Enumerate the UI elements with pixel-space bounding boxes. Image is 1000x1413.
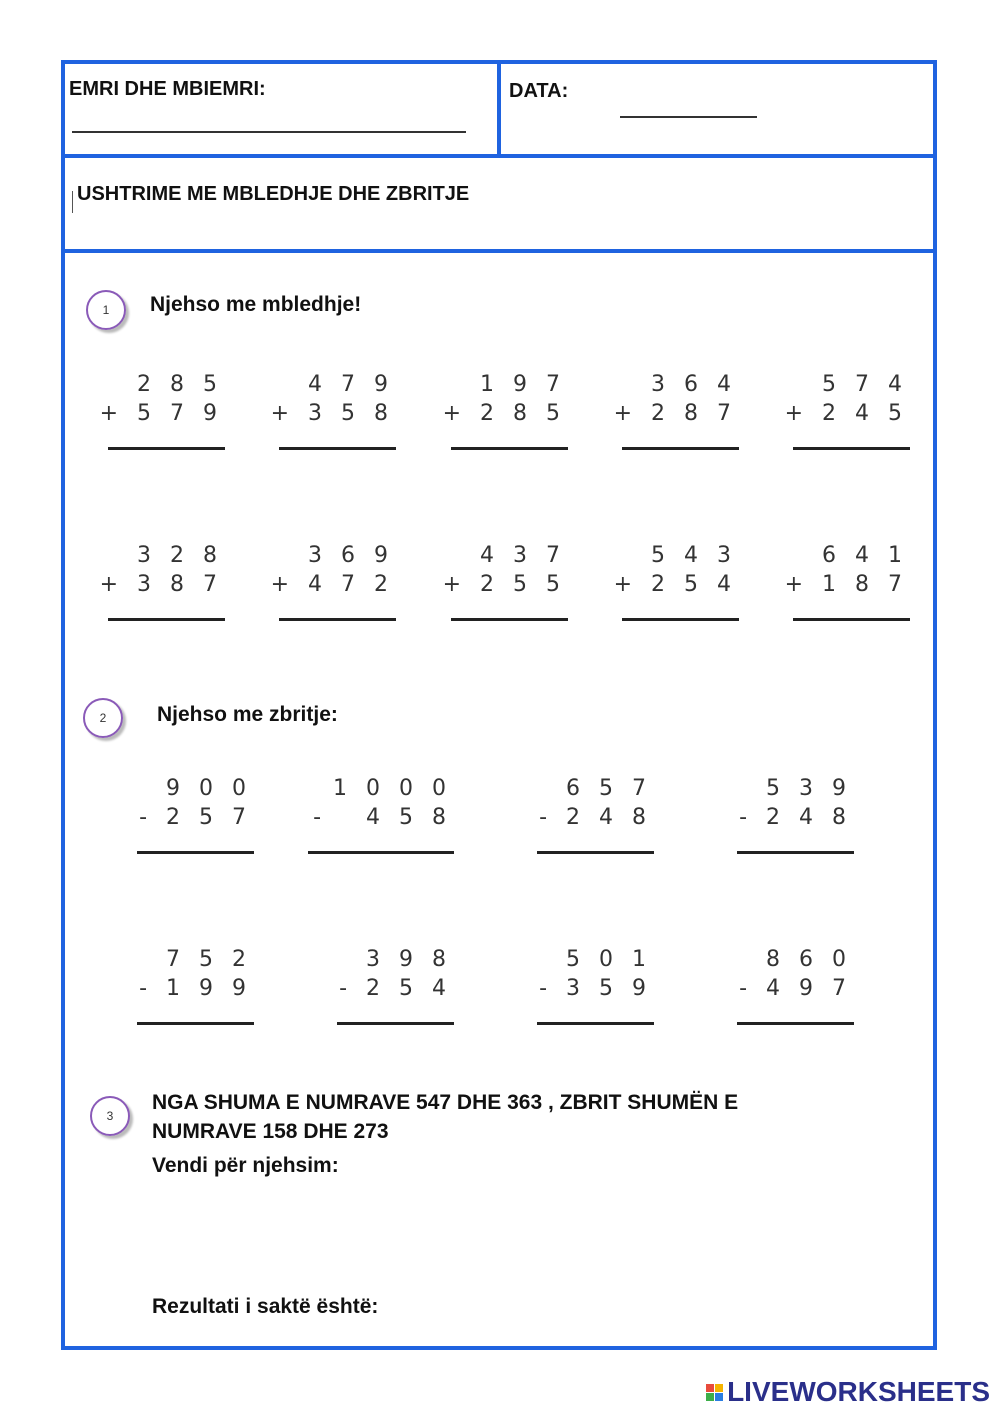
subtraction-bottom-number: - 2 5 7 bbox=[139, 805, 252, 830]
addition-answer-line[interactable] bbox=[451, 618, 568, 621]
addition-answer-line[interactable] bbox=[793, 618, 910, 621]
subtraction-top-number: 8 6 0 bbox=[766, 947, 852, 972]
subtraction-top-number: 5 0 1 bbox=[566, 947, 652, 972]
subtraction-answer-line[interactable] bbox=[137, 851, 254, 854]
addition-top-number: 4 3 7 bbox=[480, 543, 566, 568]
addition-top-number: 5 7 4 bbox=[822, 372, 908, 397]
subtraction-answer-line[interactable] bbox=[737, 851, 854, 854]
subtraction-bottom-number: - 3 5 9 bbox=[539, 976, 652, 1001]
addition-answer-line[interactable] bbox=[108, 447, 225, 450]
addition-top-number: 3 6 4 bbox=[651, 372, 737, 397]
subtraction-problem bbox=[537, 947, 654, 1037]
subtraction-answer-line[interactable] bbox=[737, 1022, 854, 1025]
addition-problem bbox=[442, 372, 568, 462]
addition-top-number: 3 2 8 bbox=[137, 543, 223, 568]
addition-answer-line[interactable] bbox=[279, 447, 396, 450]
addition-problem bbox=[270, 543, 396, 633]
addition-bottom-number: + 3 5 8 bbox=[270, 401, 394, 426]
subtraction-bottom-number: - 2 4 8 bbox=[539, 805, 652, 830]
addition-answer-line[interactable] bbox=[622, 447, 739, 450]
liveworksheets-logo bbox=[706, 1376, 990, 1408]
subtraction-bottom-number: - 2 5 4 bbox=[339, 976, 452, 1001]
addition-answer-line[interactable] bbox=[451, 447, 568, 450]
addition-answer-line[interactable] bbox=[279, 618, 396, 621]
subtraction-bottom-number: - 2 4 8 bbox=[739, 805, 852, 830]
subtraction-problem bbox=[308, 776, 454, 866]
addition-bottom-number: + 2 5 4 bbox=[613, 572, 737, 597]
subtraction-answer-line[interactable] bbox=[537, 1022, 654, 1025]
addition-top-number: 3 6 9 bbox=[308, 543, 394, 568]
subtraction-bottom-number: - 4 5 8 bbox=[313, 805, 452, 830]
addition-bottom-number: + 4 7 2 bbox=[270, 572, 394, 597]
addition-problem bbox=[784, 372, 910, 462]
work-area-label: Vendi për njehsim: bbox=[152, 1154, 339, 1177]
addition-answer-line[interactable] bbox=[108, 618, 225, 621]
addition-bottom-number: + 1 8 7 bbox=[784, 572, 908, 597]
subtraction-problem bbox=[737, 947, 854, 1037]
subtraction-problem bbox=[337, 947, 454, 1037]
name-label: EMRI DHE MBIEMRI: bbox=[69, 78, 266, 100]
subtraction-problem bbox=[737, 776, 854, 866]
title-cursor bbox=[72, 191, 73, 213]
subtraction-answer-line[interactable] bbox=[537, 851, 654, 854]
section-1-number: 1 bbox=[86, 290, 126, 330]
header-vertical-divider bbox=[497, 60, 501, 156]
addition-bottom-number: + 5 7 9 bbox=[99, 401, 223, 426]
subtraction-answer-line[interactable] bbox=[137, 1022, 254, 1025]
addition-top-number: 2 8 5 bbox=[137, 372, 223, 397]
addition-problem bbox=[99, 543, 225, 633]
subtraction-bottom-number: - 4 9 7 bbox=[739, 976, 852, 1001]
addition-problem bbox=[99, 372, 225, 462]
subtraction-answer-line[interactable] bbox=[308, 851, 454, 854]
subtraction-top-number: 9 0 0 bbox=[166, 776, 252, 801]
logo-icon bbox=[706, 1384, 723, 1401]
worksheet-title: USHTRIME ME MBLEDHJE DHE ZBRITJE bbox=[77, 183, 470, 205]
date-input-line[interactable] bbox=[620, 116, 757, 118]
addition-bottom-number: + 2 8 7 bbox=[613, 401, 737, 426]
result-label: Rezultati i saktë është: bbox=[152, 1295, 379, 1318]
section-3-task-line-1: NGA SHUMA E NUMRAVE 547 DHE 363 , ZBRIT SHUMËN E bbox=[152, 1091, 739, 1114]
subtraction-top-number: 6 5 7 bbox=[566, 776, 652, 801]
addition-problem bbox=[784, 543, 910, 633]
subtraction-top-number: 3 9 8 bbox=[366, 947, 452, 972]
section-3-number: 3 bbox=[90, 1096, 130, 1136]
addition-bottom-number: + 2 4 5 bbox=[784, 401, 908, 426]
section-2-title: Njehso me zbritje: bbox=[157, 703, 338, 726]
section-3-task-line-2: NUMRAVE 158 DHE 273 bbox=[152, 1120, 389, 1143]
subtraction-problem bbox=[537, 776, 654, 866]
section-1-title: Njehso me mbledhje! bbox=[150, 293, 362, 316]
addition-problem bbox=[270, 372, 396, 462]
addition-problem bbox=[613, 372, 739, 462]
addition-problem bbox=[442, 543, 568, 633]
addition-top-number: 1 9 7 bbox=[480, 372, 566, 397]
header-divider-2 bbox=[61, 249, 937, 253]
logo-text: LIVEWORKSHEETS bbox=[727, 1376, 990, 1407]
subtraction-problem bbox=[137, 776, 254, 866]
subtraction-top-number: 1 0 0 0 bbox=[333, 776, 452, 801]
addition-top-number: 6 4 1 bbox=[822, 543, 908, 568]
addition-bottom-number: + 3 8 7 bbox=[99, 572, 223, 597]
date-label: DATA: bbox=[509, 80, 569, 102]
addition-top-number: 5 4 3 bbox=[651, 543, 737, 568]
addition-problem bbox=[613, 543, 739, 633]
subtraction-answer-line[interactable] bbox=[337, 1022, 454, 1025]
addition-answer-line[interactable] bbox=[622, 618, 739, 621]
work-area[interactable] bbox=[152, 1185, 912, 1285]
section-2-number: 2 bbox=[83, 698, 123, 738]
subtraction-top-number: 7 5 2 bbox=[166, 947, 252, 972]
subtraction-problem bbox=[137, 947, 254, 1037]
addition-top-number: 4 7 9 bbox=[308, 372, 394, 397]
name-input-line[interactable] bbox=[72, 131, 466, 133]
addition-bottom-number: + 2 5 5 bbox=[442, 572, 566, 597]
subtraction-top-number: 5 3 9 bbox=[766, 776, 852, 801]
section-3-task bbox=[152, 1088, 872, 1146]
addition-answer-line[interactable] bbox=[793, 447, 910, 450]
addition-bottom-number: + 2 8 5 bbox=[442, 401, 566, 426]
subtraction-bottom-number: - 1 9 9 bbox=[139, 976, 252, 1001]
